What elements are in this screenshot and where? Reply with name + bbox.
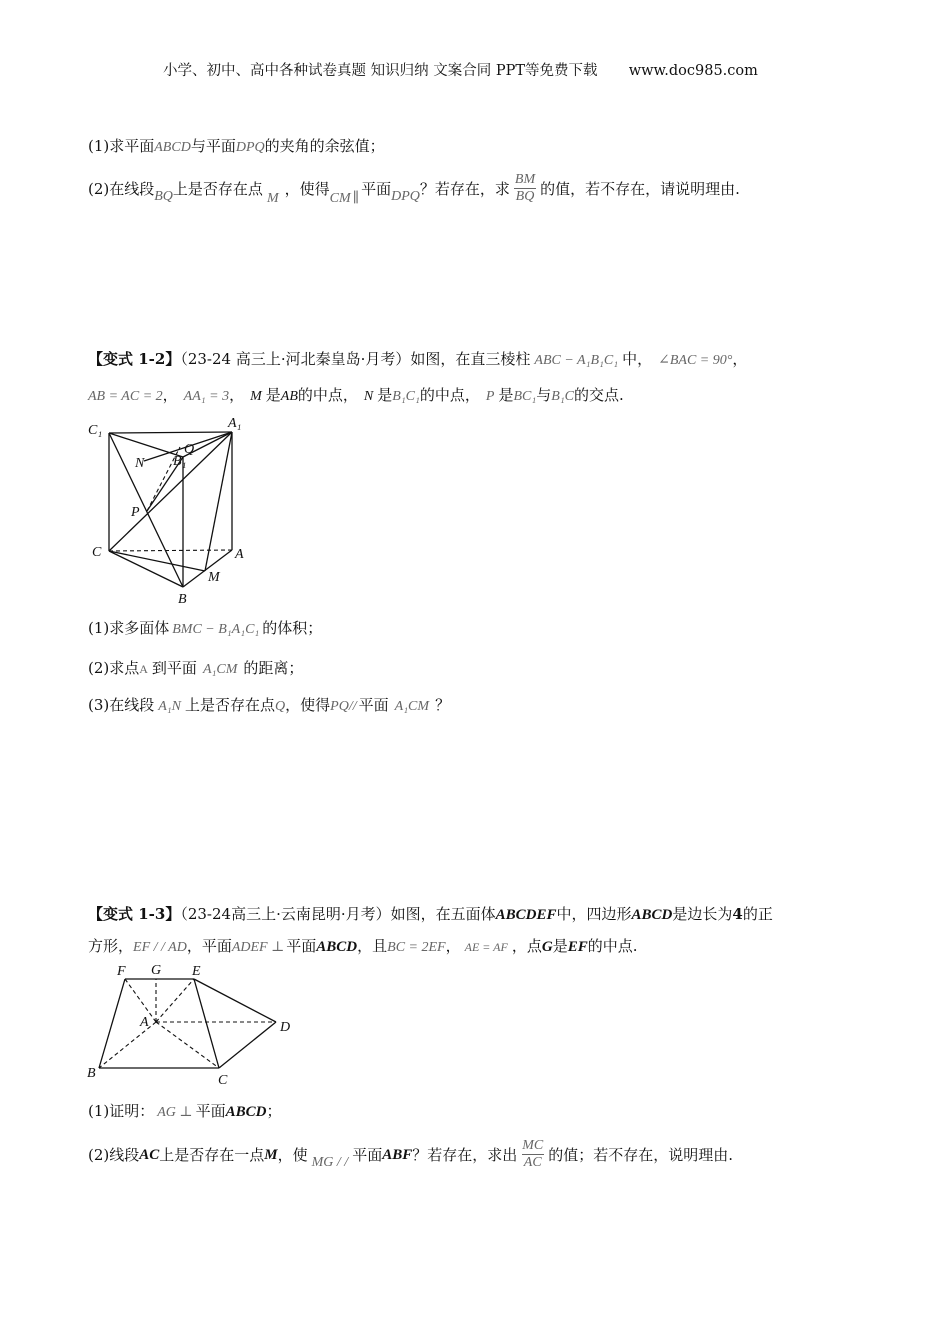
label-C: C — [218, 1073, 228, 1088]
problem-label: 【变式 1-2】 — [88, 350, 181, 368]
label-B: B — [87, 1066, 96, 1081]
question-p0-2: (2)在线段 BQ 上是否存在点 M ，使得 CM ∥ 平面 DPQ ？若存在，求 $\frac{BM}{BQ}$ 的值，若不存在，请说明理由. — [88, 172, 740, 205]
math-expr: ABC − A₁B₁C₁ — [534, 353, 619, 368]
label-B: B — [178, 592, 187, 607]
label-Q: Q — [184, 442, 195, 457]
question-p1-1: (1)求多面体 BMC − B₁A₁C₁ 的体积； — [88, 619, 323, 637]
math-expr: ABF — [382, 1146, 413, 1163]
math-expr: DPQ — [235, 140, 265, 155]
math-expr: M — [250, 389, 262, 404]
math-expr: MG / / — [311, 1154, 349, 1170]
math-expr: A — [139, 662, 148, 676]
label-B1: B₁ — [173, 454, 187, 469]
math-expr: AE = AF — [464, 940, 508, 954]
math-expr: Q — [275, 699, 286, 714]
label-E: E — [192, 964, 201, 979]
pentahedron-figure — [85, 960, 300, 1090]
math-expr: ABCD — [154, 140, 191, 155]
math-expr: ∠BAC = 90° — [658, 353, 733, 368]
math-expr: AA₁ = 3 — [183, 389, 230, 404]
math-expr: ABCD — [316, 939, 358, 955]
label-A: A — [140, 1015, 149, 1030]
math-expr: B₁C — [551, 389, 575, 404]
math-expr: ABCDEF — [495, 907, 557, 923]
label-F: F — [117, 964, 126, 979]
math-expr: CM — [329, 190, 351, 206]
math-expr: AB — [280, 389, 298, 404]
question-p1-2: (2)求点A 到平面 A₁CM 的距离； — [88, 659, 304, 677]
math-expr: ADEF ⊥ — [231, 940, 285, 955]
prism-figure — [85, 415, 260, 610]
label-D: D — [280, 1020, 291, 1035]
label-G: G — [151, 963, 162, 978]
math-expr: DPQ — [391, 188, 420, 204]
problem1-line1: 【变式 1-2】（23-24 高三上·河北秦皇岛·月考）如图，在直三棱柱 ABC − A₁B₁C₁ 中， ∠BAC = 90°， — [88, 350, 748, 368]
math-expr: BC = 2EF — [387, 940, 446, 955]
math-expr: AG ⊥ — [157, 1105, 193, 1120]
label-M: M — [208, 570, 220, 585]
question-p0-1: (1)求平面ABCD与平面DPQ的夹角的余弦值； — [88, 137, 385, 155]
fraction-bm-bq: $\frac{BM}{BQ}$ — [514, 172, 536, 204]
problem2-line1: 【变式 1-3】（23-24高三上·云南昆明·月考）如图，在五面体ABCDEF中，四边形ABCD是边长为4的正 — [88, 905, 773, 923]
math-expr: 4 — [732, 905, 743, 923]
math-expr: M — [266, 190, 279, 206]
math-expr: BMC − B₁A₁C₁ — [172, 622, 260, 637]
math-expr: A₁CM — [202, 662, 238, 677]
math-expr: G — [541, 939, 553, 955]
problem-source: （23-24高三上·云南昆明·月考） — [180, 905, 391, 923]
math-expr: ∥ — [352, 190, 360, 206]
header-url[interactable]: www.doc985.com — [628, 63, 758, 79]
math-expr: AB = AC = 2 — [88, 389, 163, 404]
math-expr: ABCD — [631, 907, 673, 923]
question-p2-1: (1)证明： AG ⊥ 平面ABCD； — [88, 1102, 282, 1120]
math-expr: B₁C₁ — [392, 389, 420, 404]
math-expr: EF — [567, 939, 588, 955]
math-expr: AC — [139, 1146, 160, 1163]
label-N: N — [135, 456, 145, 471]
label-A1: A₁ — [228, 416, 242, 431]
header-text: 小学、初中、高中各种试卷真题 知识归纳 文案合同 PPT等免费下载 — [163, 63, 598, 79]
label-A: A — [235, 547, 244, 562]
problem1-line2: AB = AC = 2， AA₁ = 3， M 是AB的中点， N 是B₁C₁的中点， P 是BC₁与B₁C的交点. — [88, 386, 624, 404]
problem2-line2: 方形，EF / / AD，平面ADEF ⊥ 平面ABCD，且BC = 2EF， AE = AF ，点G是EF的中点. — [88, 937, 638, 955]
math-expr: P — [485, 389, 495, 404]
problem-label: 【变式 1-3】 — [88, 905, 181, 923]
page-header — [163, 59, 758, 80]
math-expr: N — [363, 389, 374, 404]
question-p1-3: (3)在线段 A₁N 上是否存在点Q，使得PQ// 平面 A₁CM ？ — [88, 696, 451, 714]
label-C1: C₁ — [88, 423, 103, 438]
math-expr: M — [264, 1146, 278, 1163]
math-expr: BQ — [154, 188, 173, 204]
math-expr: EF / / AD — [133, 940, 187, 955]
problem-source: （23-24 高三上·河北秦皇岛·月考） — [180, 350, 411, 368]
label-P: P — [131, 505, 140, 520]
math-expr: BC₁ — [513, 389, 537, 404]
math-expr: A₁CM — [394, 699, 430, 714]
label-C: C — [92, 545, 102, 560]
math-expr: ABCD — [225, 1104, 267, 1120]
question-p2-2: (2)线段 AC 上是否存在一点 M ，使 MG / / 平面 ABF ？若存在，求出 $\frac{MC}{AC}$ 的值；若不存在，说明理由. — [88, 1138, 733, 1171]
math-expr: A₁N — [158, 699, 182, 714]
math-expr: PQ// — [330, 699, 357, 714]
fraction-mc-ac: $\frac{MC}{AC}$ — [522, 1138, 544, 1170]
